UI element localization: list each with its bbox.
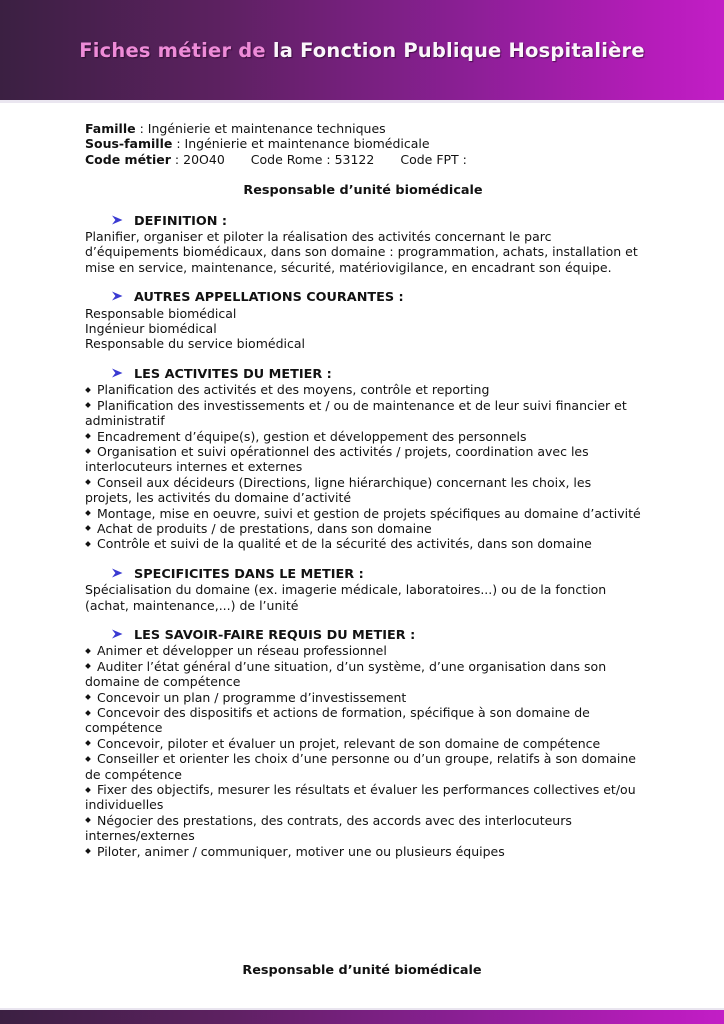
arrowhead-bullet-icon xyxy=(112,215,123,225)
diamond-bullet-icon xyxy=(85,433,91,439)
arrowhead-bullet-icon xyxy=(112,291,123,301)
section-paragraph: Responsable du service biomédical xyxy=(85,336,305,352)
section-paragraph: Responsable biomédical xyxy=(85,305,237,321)
section-appellations xyxy=(85,290,641,352)
bullet-item xyxy=(85,429,641,444)
diamond-bullet-icon xyxy=(85,694,91,700)
sections-container xyxy=(85,214,641,859)
bullet-item xyxy=(85,475,641,506)
diamond-bullet-icon xyxy=(85,648,91,654)
page-title xyxy=(0,0,724,100)
arrowhead-bullet-icon xyxy=(112,368,123,378)
code-metier-value: 20O40 xyxy=(183,151,225,167)
bullet-item-text: Concevoir un plan / programme d’investissement xyxy=(97,689,407,705)
separator: : xyxy=(322,151,335,167)
section-heading xyxy=(85,628,641,643)
section-heading-label: SPECIFICITES DANS LE METIER : xyxy=(134,566,364,582)
separator: : xyxy=(172,136,185,152)
bullet-item-text: Concevoir des dispositifs et actions de formation, spécifique à son domaine de compétence xyxy=(85,705,590,736)
bullet-item-text: Conseiller et orienter les choix d’une personne ou d’un groupe, relatifs à son domaine de compétence xyxy=(85,751,637,782)
bullet-item xyxy=(85,844,641,859)
bullet-item xyxy=(85,782,641,813)
section-paragraph: Spécialisation du domaine (ex. imagerie médicale, laboratoires...) ou de la fonction (achat, maintenance,...) de l’unité xyxy=(85,582,607,613)
page-title-part2: la Fonction Publique Hospitalière xyxy=(272,38,645,62)
section-specificites xyxy=(85,567,641,613)
code-rome-label: Code Rome xyxy=(250,151,323,167)
bullet-item-text: Contrôle et suivi de la qualité et de la sécurité des activités, dans son domaine xyxy=(97,536,592,552)
diamond-bullet-icon xyxy=(85,740,91,746)
section-paragraph: Planifier, organiser et piloter la réalisation des activités concernant le parc d’équipements biomédicaux, dans son domaine : programmation, achats, installation et mise en service, maintenance, sécurité, matériovigilance, en encadrant son équipe. xyxy=(85,229,638,275)
bullet-item xyxy=(85,690,641,705)
bullet-item xyxy=(85,382,641,397)
arrowhead-bullet-icon xyxy=(112,629,123,639)
famille-value: Ingénierie et maintenance techniques xyxy=(147,121,386,136)
diamond-bullet-icon xyxy=(85,526,91,532)
diamond-bullet-icon xyxy=(85,756,91,762)
diamond-bullet-icon xyxy=(85,787,91,793)
section-heading xyxy=(85,290,641,305)
diamond-bullet-icon xyxy=(85,402,91,408)
separator: : xyxy=(458,151,467,167)
diamond-bullet-icon xyxy=(85,479,91,485)
bullet-item-text: Achat de produits / de prestations, dans son domaine xyxy=(97,520,432,536)
bullet-item-text: Fixer des objectifs, mesurer les résultats et évaluer les performances collectives et/ou individuelles xyxy=(85,782,636,813)
bullet-item xyxy=(85,736,641,751)
bullet-item xyxy=(85,659,641,690)
bullet-item-text: Organisation et suivi opérationnel des activités / projets, coordination avec les interlocuteurs internes et externes xyxy=(85,443,589,475)
bullet-item-text: Animer et développer un réseau professionnel xyxy=(97,643,387,659)
meta-sous-famille xyxy=(85,136,641,151)
bullet-item-text: Planification des investissements et / ou de maintenance et de leur suivi financier et administratif xyxy=(85,397,627,429)
section-heading-label: LES SAVOIR-FAIRE REQUIS DU METIER : xyxy=(134,627,416,643)
bullet-item-text: Encadrement d’équipe(s), gestion et développement des personnels xyxy=(97,428,527,444)
bullet-item-text: Montage, mise en oeuvre, suivi et gestion de projets spécifiques au domaine d’activité xyxy=(97,505,641,521)
bullet-item-text: Conseil aux décideurs (Directions, ligne hiérarchique) concernant les choix, les projets, les activités du domaine d’activité xyxy=(85,474,592,506)
bullet-item-text: Planification des activités et des moyens, contrôle et reporting xyxy=(97,382,490,398)
section-definition xyxy=(85,214,641,276)
bullet-item xyxy=(85,705,641,736)
section-heading-label: AUTRES APPELLATIONS COURANTES : xyxy=(134,290,404,306)
section-heading xyxy=(85,367,641,382)
bullet-item xyxy=(85,444,641,475)
footer-banner xyxy=(0,1008,724,1024)
diamond-bullet-icon xyxy=(85,663,91,669)
separator: : xyxy=(135,121,148,136)
section-heading xyxy=(85,567,641,582)
job-title: Responsable d’unité biomédicale xyxy=(243,183,483,199)
bullet-item xyxy=(85,813,641,844)
bullet-item xyxy=(85,643,641,658)
meta-famille xyxy=(85,121,641,136)
header-divider xyxy=(0,100,724,103)
bullet-item xyxy=(85,536,641,551)
bullet-item xyxy=(85,398,641,429)
bullet-item-text: Piloter, animer / communiquer, motiver une ou plusieurs équipes xyxy=(97,843,505,859)
diamond-bullet-icon xyxy=(85,541,91,547)
header-banner xyxy=(0,0,724,100)
diamond-bullet-icon xyxy=(85,818,91,824)
section-heading xyxy=(85,214,641,229)
sous-famille-label: Sous-famille xyxy=(85,136,173,152)
bullet-item-text: Concevoir, piloter et évaluer un projet, relevant de son domaine de compétence xyxy=(97,735,601,751)
code-fpt-label: Code FPT xyxy=(400,151,459,167)
bullet-item-text: Auditer l’état général d’une situation, d’un système, d’une organisation dans son domaine de compétence xyxy=(85,658,607,690)
footer-job-title: Responsable d’unité biomédicale xyxy=(242,963,482,978)
bullet-item xyxy=(85,751,641,782)
diamond-bullet-icon xyxy=(85,848,91,854)
section-heading-label: DEFINITION : xyxy=(134,213,227,229)
page-title-part1: Fiches métier de xyxy=(79,38,273,62)
section-savoir_faire xyxy=(85,628,641,859)
section-activites xyxy=(85,367,641,552)
code-rome-value: 53122 xyxy=(334,151,375,167)
arrowhead-bullet-icon xyxy=(112,568,123,578)
bullet-item-text: Négocier des prestations, des contrats, des accords avec des interlocuteurs internes/externes xyxy=(85,812,572,844)
section-heading-label: LES ACTIVITES DU METIER : xyxy=(134,366,332,382)
diamond-bullet-icon xyxy=(85,387,91,393)
code-metier-label: Code métier xyxy=(85,151,171,167)
bullet-item xyxy=(85,521,641,536)
diamond-bullet-icon xyxy=(85,710,91,716)
meta-codes xyxy=(85,152,641,167)
separator: : xyxy=(170,151,184,167)
sous-famille-value: Ingénierie et maintenance biomédicale xyxy=(184,136,430,152)
document-body xyxy=(85,121,641,859)
diamond-bullet-icon xyxy=(85,449,91,455)
diamond-bullet-icon xyxy=(85,510,91,516)
section-paragraph: Ingénieur biomédical xyxy=(85,321,217,337)
bullet-item xyxy=(85,506,641,521)
famille-label: Famille xyxy=(85,121,136,136)
